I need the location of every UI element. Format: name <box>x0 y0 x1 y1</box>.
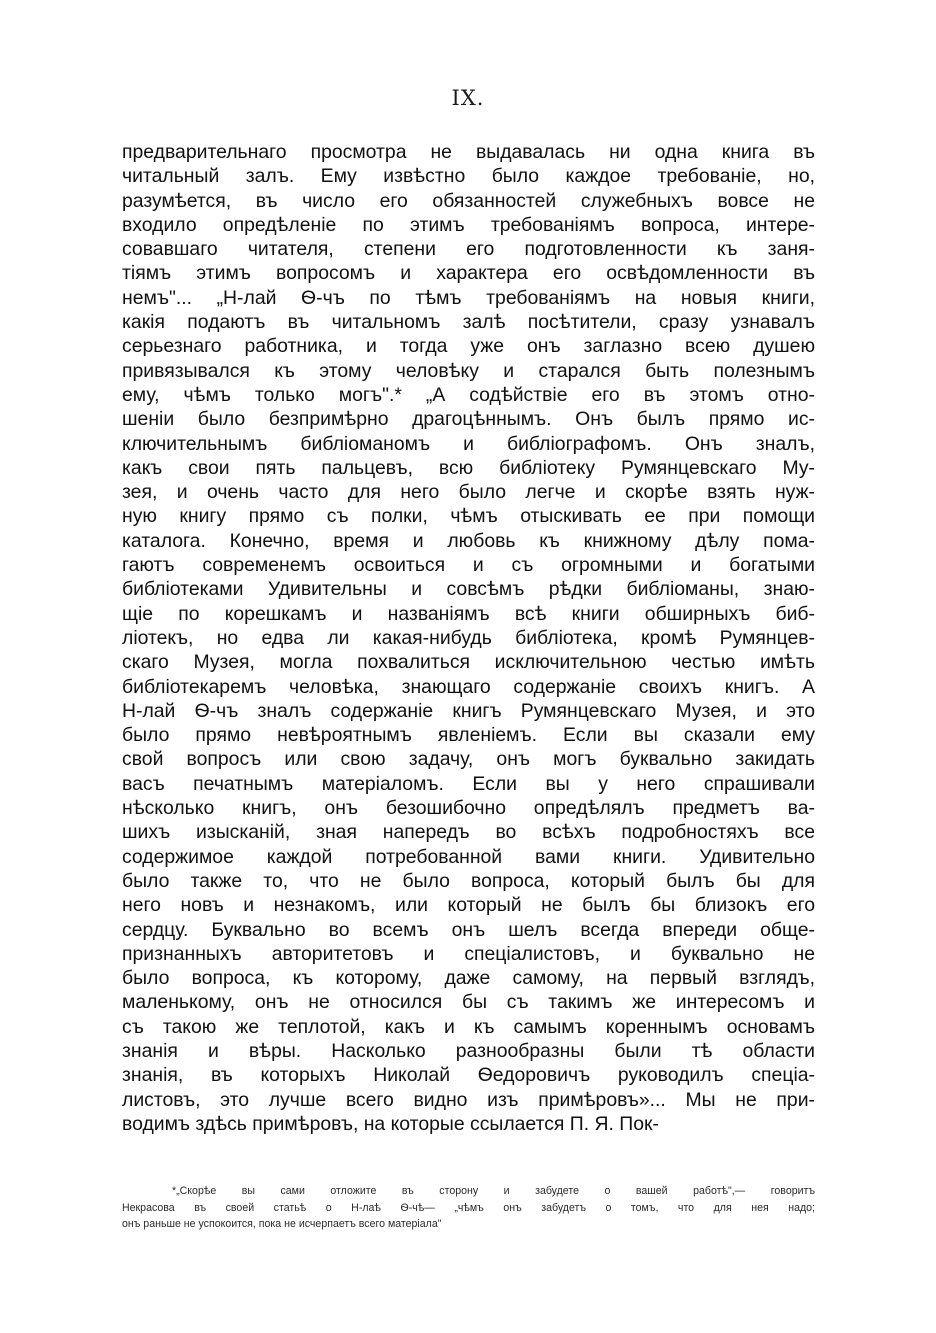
text-line: шеніи было безпримѣрно драгоцѣннымъ. Онъ былъ прямо ис- <box>122 408 815 431</box>
text-line: серьезнаго работника, и тогда уже онъ заглазно всею душею <box>122 335 815 358</box>
footnote-line: *„Скорѣе вы сами отложите въ сторону и забудете о вашей работѣ",— говоритъ <box>172 1185 815 1197</box>
text-line: тіямъ этимъ вопросомъ и характера его освѣдомленности въ <box>122 262 815 285</box>
text-line: васъ печатнымъ матеріаломъ. Если вы у него спрашивали <box>122 772 815 795</box>
text-line: какъ свои пять пальцевъ, всю библіотеку Румянцевскаго Му- <box>122 456 815 479</box>
text-line: совавшаго читателя, степени его подготовленности къ заня- <box>122 238 815 261</box>
text-line: шихъ изысканій, зная напередъ во всѣхъ подробностяхъ все <box>122 821 815 844</box>
text-line: было также то, что не было вопроса, который былъ бы для <box>122 869 815 892</box>
footnote-line: онъ раньше не успокоится, пока не исчерпаетъ всего матеріала" <box>122 1218 442 1230</box>
footnote-line: Некрасова въ своей статьѣ о Н-лаѣ Ѳ-чѣ— „чѣмъ онъ забудетъ о томъ, что для нея надо; <box>122 1201 815 1214</box>
text-line: ліотекъ, но едва ли какая-нибудь библіотека, кромѣ Румянцев- <box>122 626 815 649</box>
text-line: разумѣется, въ число его обязанностей служебныхъ вовсе не <box>122 189 815 212</box>
footnote <box>122 1183 815 1233</box>
text-line: сердцу. Буквально во всемъ онъ шелъ всегда впереди обще- <box>122 918 815 941</box>
text-line: предварительнаго просмотра не выдавалась ни одна книга въ <box>122 141 815 163</box>
text-line: свой вопросъ или свою задачу, онъ могъ буквально закидать <box>122 748 815 771</box>
page-number: IX. <box>451 86 485 110</box>
text-line: содержимое каждой потребованной вами книги. Удивительно <box>122 845 815 868</box>
text-line: признанныхъ авторитетовъ и спеціалистовъ, и буквально не <box>122 942 815 965</box>
body-text <box>122 140 815 1136</box>
text-line: знанія и вѣры. Насколько разнообразны были тѣ области <box>122 1039 815 1062</box>
text-line: нѣсколько книгъ, онъ безошибочно опредѣлялъ предметъ ва- <box>122 797 815 820</box>
text-line: зея, и очень часто для него было легче и скорѣе взять нуж- <box>122 481 815 504</box>
text-line: какія подаютъ въ читальномъ залѣ посѣтители, сразу узнавалъ <box>122 311 815 334</box>
text-line: водимъ здѣсь примѣровъ, на которые ссылается П. Я. Пок- <box>122 1112 659 1135</box>
text-line: листовъ, это лучше всего видно изъ примѣровъ»... Мы не при- <box>122 1088 815 1111</box>
text-line: знанія, въ которыхъ Николай Ѳедоровичъ руководилъ спеціа- <box>122 1064 815 1087</box>
text-line: было вопроса, къ которому, даже самому, на первый взглядъ, <box>122 967 815 990</box>
text-line: библіотеками Удивительны и совсѣмъ рѣдки библіоманы, знаю- <box>122 578 815 601</box>
text-line: ему, чѣмъ только могъ".* „А содѣйствіе его въ этомъ отно- <box>122 383 815 406</box>
text-line: было прямо невѣроятнымъ явленіемъ. Если вы сказали ему <box>122 724 815 747</box>
text-line: ключительнымъ библіоманомъ и библіографомъ. Онъ зналъ, <box>122 432 815 455</box>
text-line: гаютъ современемъ освоиться и съ огромными и богатыми <box>122 554 815 577</box>
text-line: Н-лай Ѳ-чъ зналъ содержаніе книгъ Румянцевскаго Музея, и это <box>122 699 815 722</box>
text-line: съ такою же теплотой, какъ и къ самымъ кореннымъ основамъ <box>122 1015 815 1038</box>
text-line: щіе по корешкамъ и названіямъ всѣ книги обширныхъ биб- <box>122 602 815 625</box>
text-line: скаго Музея, могла похвалиться исключительною честью имѣть <box>122 651 815 674</box>
text-line: немъ"... „Н-лай Ѳ-чъ по тѣмъ требованіямъ на новыя книги, <box>122 286 815 309</box>
text-line: каталога. Конечно, время и любовь къ книжному дѣлу пома- <box>122 529 815 552</box>
text-line: маленькому, онъ не относился бы съ такимъ же интересомъ и <box>122 991 815 1014</box>
text-line: него новъ и незнакомъ, или который не былъ бы близокъ его <box>122 894 815 917</box>
text-line: ную книгу прямо съ полки, чѣмъ отыскивать ее при помощи <box>122 505 815 528</box>
text-line: библіотекаремъ человѣка, знающаго содержаніе своихъ книгъ. А <box>122 675 815 698</box>
text-line: входило опредѣленіе по этимъ требованіямъ вопроса, интере- <box>122 213 815 236</box>
text-line: привязывался къ этому человѣку и старался быть полезнымъ <box>122 359 815 382</box>
text-line: читальный залъ. Ему извѣстно было каждое требованіе, но, <box>122 165 815 188</box>
